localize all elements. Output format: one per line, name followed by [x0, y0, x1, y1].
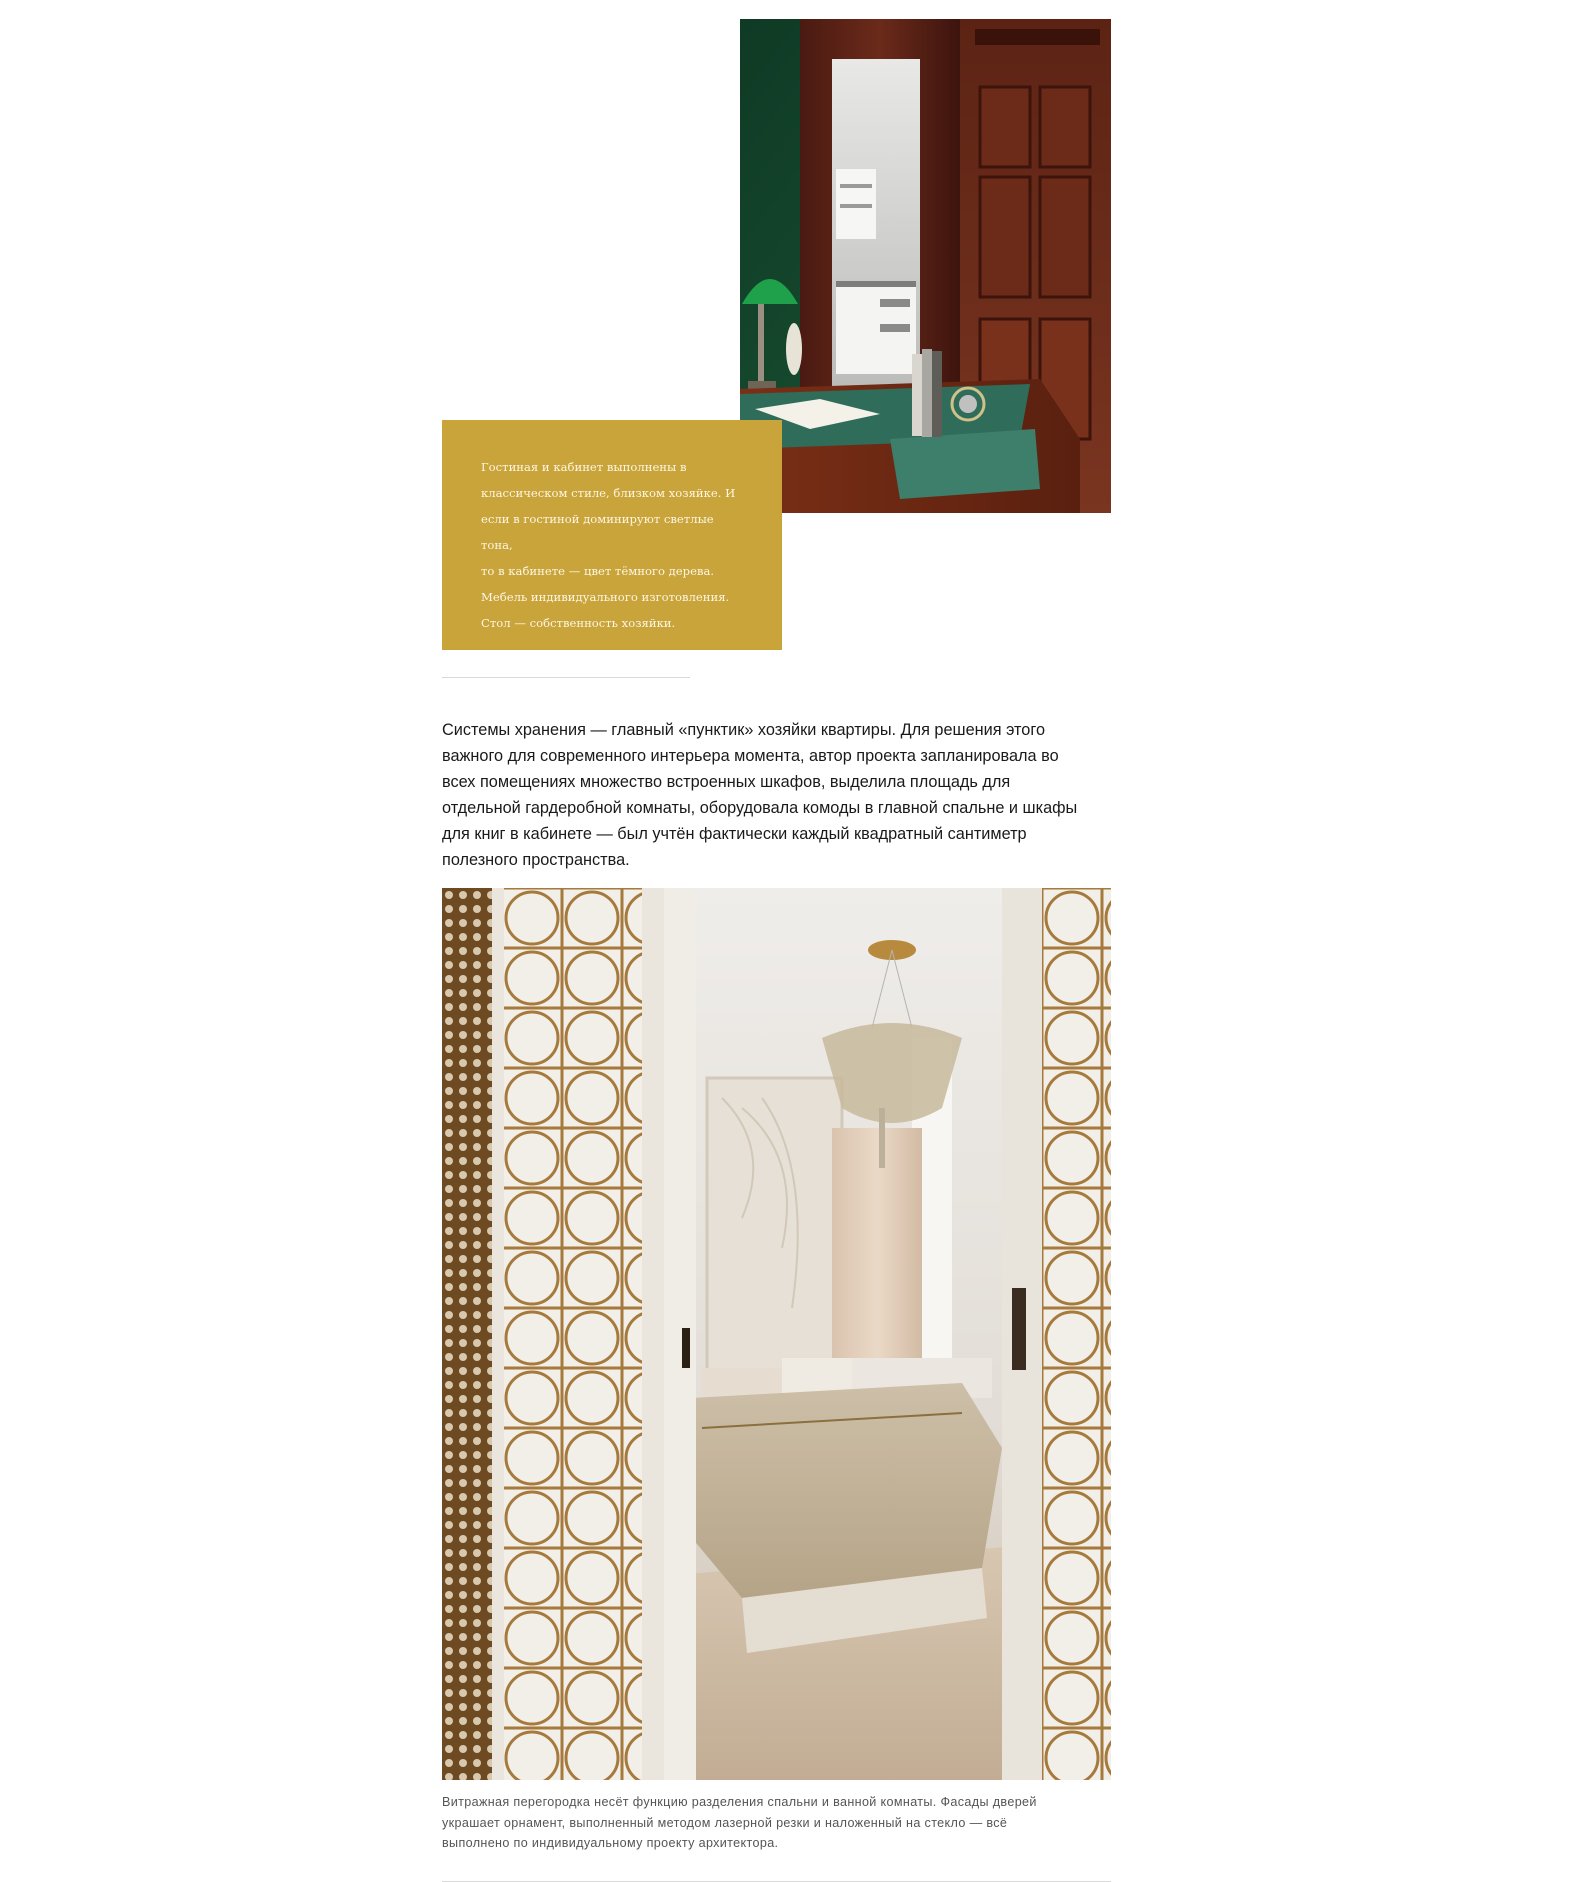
bedroom-photo-caption: Витражная перегородка несёт функцию разделения спальни и ванной комнаты. Фасады дверей украшает орнамент, выполненный методом лазерной резки и наложенный на стекло — всё выполнено по индивидуальному проекту архитектора.: [442, 1795, 1037, 1850]
article-paragraph: Системы хранения — главный «пунктик» хозяйки квартиры. Для решения этого важного для современного интерьера момента, автор проекта запланировала во всех помещениях множество встроенных шкафов, выделила площадь для отдельной гардеробной комнаты, оборудовала комоды в главной спальне и шкафы для книг в кабинете — был учтён фактически каждый квадратный сантиметр полезного пространства.: [442, 721, 1078, 869]
caption-card-text: Гостиная и кабинет выполнены в классическом стиле, близком хозяйке. И если в гостиной доминируют светлые тона, то в кабинете — цвет тёмного дерева. Мебель индивидуального изготовления. Стол — собственность хозяйки.: [481, 460, 736, 630]
study-room-illustration: [740, 19, 1111, 513]
study-room-photo: [740, 19, 1111, 513]
caption-card: [442, 420, 782, 650]
bedroom-photo: [442, 888, 1111, 1780]
bedroom-illustration: [442, 888, 1111, 1780]
divider: [442, 677, 690, 678]
